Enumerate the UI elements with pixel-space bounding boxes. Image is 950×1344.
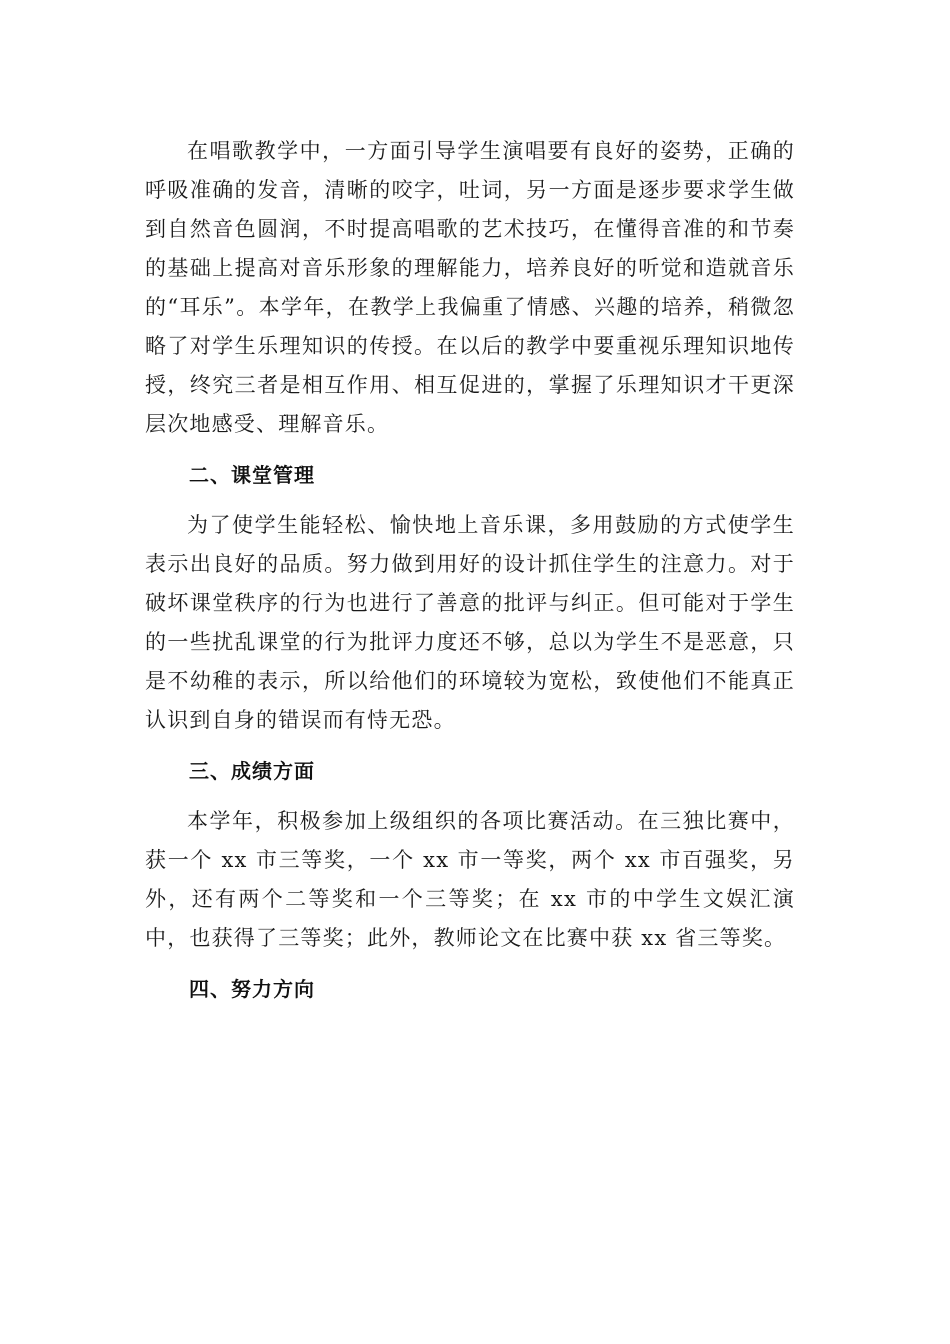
document-body: [145, 132, 795, 1014]
paragraph-achievements: 本学年，积极参加上级组织的各项比赛活动。在三独比赛中，获一个 xx 市三等奖，一个 xx 市一等奖，两个 xx 市百强奖，另外，还有两个二等奖和一个三等奖；在 xx 市的中学生文娱汇演中，也获得了三等奖；此外，教师论文在比赛中获 xx 省三等奖。: [145, 809, 795, 950]
paragraph-singing-teaching: 在唱歌教学中，一方面引导学生演唱要有良好的姿势，正确的呼吸准确的发音，清晰的咬字，吐词，另一方面是逐步要求学生做到自然音色圆润，不时提高唱歌的艺术技巧，在懂得音准的和节奏的基础上提高对音乐形象的理解能力，培养良好的听觉和造就音乐的“耳乐”。本学年，在教学上我偏重了情感、兴趣的培养，稍微忽略了对学生乐理知识的传授。在以后的教学中要重视乐理知识地传授，终究三者是相互作用、相互促进的，掌握了乐理知识才干更深层次地感受、理解音乐。: [145, 139, 795, 436]
paragraph-classroom-management: 为了使学生能轻松、愉快地上音乐课，多用鼓励的方式使学生表示出良好的品质。努力做到用好的设计抓住学生的注意力。对于破坏课堂秩序的行为也进行了善意的批评与纠正。但可能对于学生的一些扰乱课堂的行为批评力度还不够，总以为学生不是恶意，只是不幼稚的表示，所以给他们的环境较为宽松，致使他们不能真正认识到自身的错误而有恃无恐。: [145, 513, 795, 732]
section-heading-classroom-management: 二、课堂管理: [189, 463, 315, 487]
section-heading-achievements: 三、成绩方面: [189, 759, 315, 783]
section-heading-future-direction: 四、努力方向: [189, 977, 315, 1001]
